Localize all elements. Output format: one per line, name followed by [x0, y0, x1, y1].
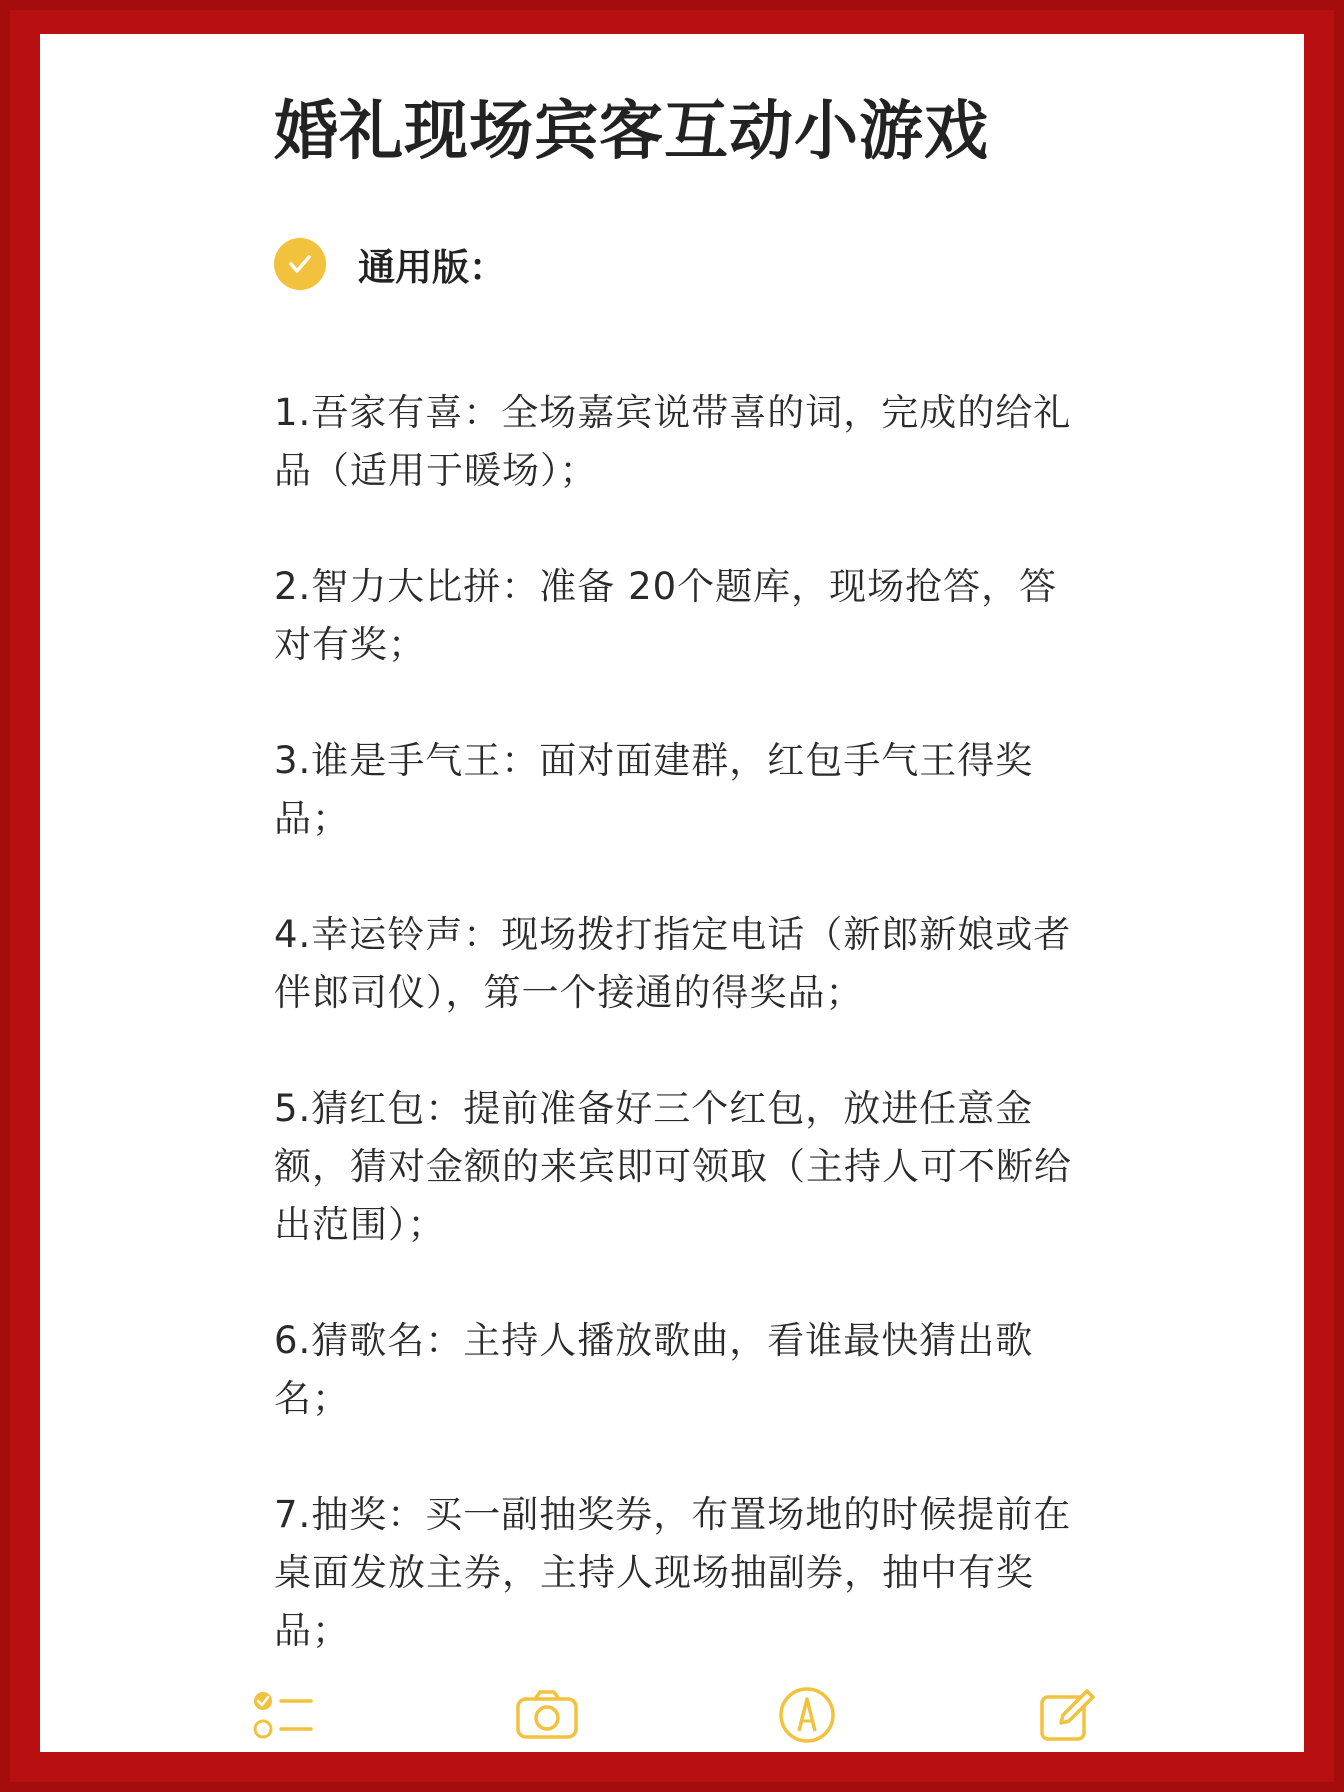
game-list: [274, 384, 1094, 1718]
list-item: 7.抽奖：买一副抽奖券，布置场地的时候提前在桌面发放主券，主持人现场抽副券，抽中有奖品；: [274, 1493, 1072, 1652]
checklist-icon[interactable]: [250, 1680, 320, 1750]
check-circle-icon: [274, 238, 326, 290]
section-label: 通用版：: [358, 246, 506, 289]
page-title: 婚礼现场宾客互动小游戏: [274, 95, 989, 169]
list-item: 1.吾家有喜：全场嘉宾说带喜的词，完成的给礼品（适用于暖场）；: [274, 391, 1072, 492]
list-item: 6.猜歌名：主持人播放歌曲，看谁最快猜出歌名；: [274, 1319, 1034, 1420]
note-page: [40, 34, 1304, 1752]
bottom-toolbar: [40, 1652, 1304, 1752]
list-item: 4.幸运铃声：现场拨打指定电话（新郎新娘或者伴郎司仪），第一个接通的得奖品；: [274, 913, 1072, 1014]
markup-pen-icon[interactable]: [772, 1680, 842, 1750]
section-header: [274, 234, 506, 294]
compose-icon[interactable]: [1032, 1680, 1102, 1750]
list-item: 2.智力大比拼：准备 20个题库，现场抢答，答对有奖；: [274, 565, 1058, 666]
list-item: 3.谁是手气王：面对面建群，红包手气王得奖品；: [274, 739, 1034, 840]
list-item: 5.猜红包：提前准备好三个红包，放进任意金额，猜对金额的来宾即可领取（主持人可不断给出范围）；: [274, 1087, 1072, 1246]
camera-icon[interactable]: [512, 1680, 582, 1750]
